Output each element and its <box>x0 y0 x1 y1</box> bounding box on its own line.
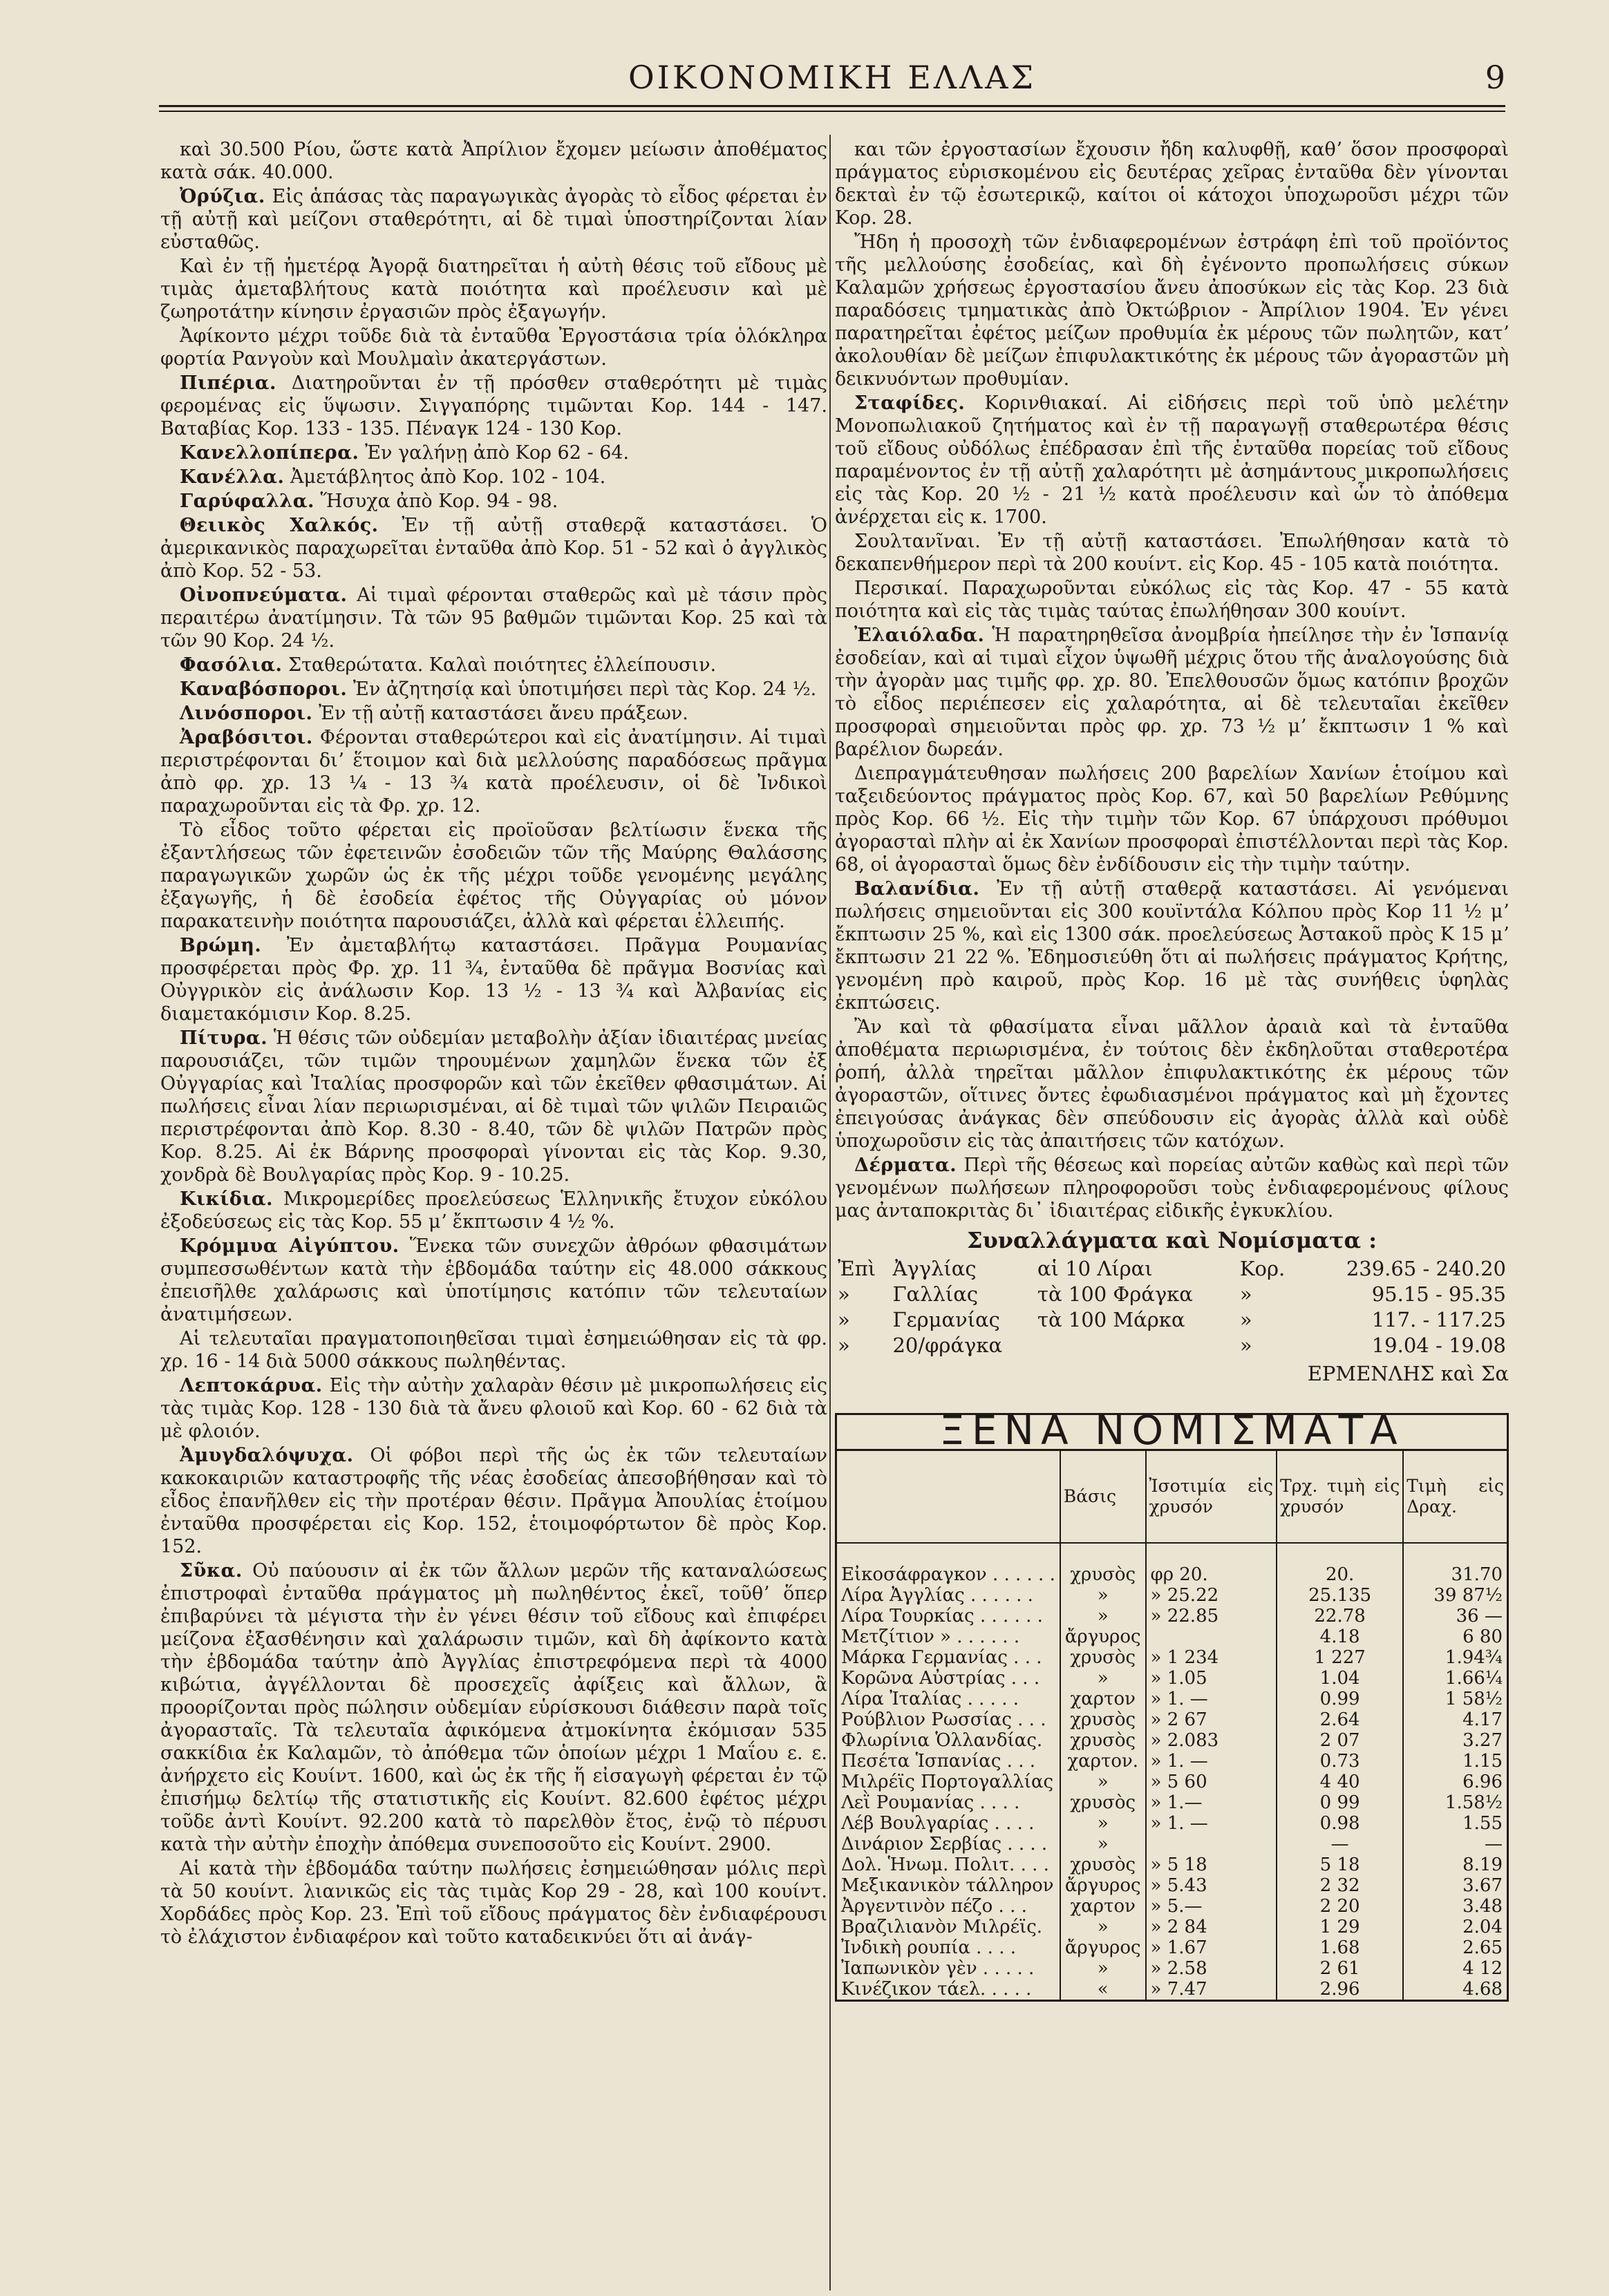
paragraph-text: Ἐν τῇ αὐτῇ καταστάσει ἄνευ πράξεων. <box>318 703 688 724</box>
fx-par: » 5.— <box>1146 1896 1277 1917</box>
commodity-heading: Ἀραβόσιτοι. <box>180 727 313 748</box>
fx-row <box>837 1709 1507 1730</box>
fx-row <box>837 1958 1507 1979</box>
exchange-prefix: Ἐπὶ <box>838 1257 876 1280</box>
exchange-cur: » <box>1239 1282 1252 1306</box>
fx-par: » 1. — <box>1146 1813 1277 1834</box>
fx-basis: ἄργυρος <box>1060 1875 1146 1896</box>
paragraph-text: Ἐν τῇ αὐτῇ σταθερᾷ καταστάσει. Ὁ ἀμερικανικὸς παραχωρεῖται ἐνταῦθα ἀπὸ Κορ. 51 - 52 καὶ ὁ ἀγγλικὸς ἀπὸ Κορ. 52 - 53. <box>160 515 827 582</box>
article-paragraph <box>835 624 1509 761</box>
article-paragraph <box>160 1027 827 1186</box>
fx-spacer-cell <box>1060 1543 1146 1564</box>
paragraph-text: Οὐ παύουσιν αἱ ἐκ τῶν ἄλλων μερῶν τῆς καταναλώσεως ἐπιστροφαὶ ἐνταῦθα πράγματος μὴ πωληθέντος ἐκεῖ, τοῦθʼ ὅπερ ἐπιβαρύνει τὰ μέγιστα τὴν ἐν γένει θέσιν τοῦ εἴδους καὶ ἐπιφέρει μείζονα ἐξασθένησιν καὶ χαλάρωσιν τιμῶν, καὶ δὴ ἀφίκοντο κατὰ τὴν ἑβδομάδα ταύτην ἀπὸ Ἀγγλίας ἐπιστρεφόμενα περὶ τὰ 4000 κιβώτια, ἀγγέλλονται δὲ προσεχεῖς ἀφίξεις καὶ ἄλλων, ἃ προορίζονται πρὸς πώλησιν οὐδεμίαν εὑρίσκουσι διάθεσιν παρὰ τοῖς ἀγορασταῖς. Τὰ τελευταῖα ἀφικόμενα ἀτμοκίνητα ἐκόμισαν 535 σακκίδια ἐκ Καλαμῶν, τὸ ἀπόθεμα τῶν ὁποίων μέχρι 1 Μαΐου ε. ε. ἀνήρχετο εἰς Κουίντ. 1600, καὶ ὡς ἐκ τῆς ἥ εἰσαγωγὴ φέρεται ἐν τῷ ἐπισήμῳ δελτίῳ τῆς στατιστικῆς εἰς Κουίντ. 82.600 ἐφέτος μέχρι τοῦδε ἀντὶ Κουίντ. 92.200 κατὰ τὸ παρελθὸν ἔτος, ἐνῷ τὸ πέρυσι κατὰ τὴν αὐτὴν ἐποχὴν ἀπόθεμα συνεποσοῦτο εἰς Κουίντ. 2900. <box>160 1560 827 1855</box>
header-rule-thin <box>159 111 1505 112</box>
commodity-heading: Φασόλια. <box>180 654 283 676</box>
article-paragraph <box>835 231 1509 390</box>
fx-par: » 2.083 <box>1146 1730 1277 1751</box>
fx-drachma: — <box>1403 1834 1507 1854</box>
fx-name: Ἀργεντινὸν πέζο . . . <box>841 1896 1027 1917</box>
fx-row <box>837 1606 1507 1626</box>
paragraph-text: Ἡ θέσις τῶν οὐδεμίαν μεταβολὴν ἀξίαν ἰδιαιτέρας μνείας παρουσιάζει, τῶν τιμῶν τηρουμένων χαμηλῶν ἕνεκα τῶν ἐξ Οὐγγαρίας καὶ Ἰταλίας προσφορῶν καὶ τῶν ἐκεῖθεν φθασιμάτων. Αἱ πωλήσεις εἶναι λίαν περιωρισμέναι, αἱ δὲ τιμαὶ τῶν ψιλῶν Πειραιῶς περιστρέφονται ἀπὸ Κορ. 8.30 - 8.40, τῶν δὲ ψιλῶν Πατρῶν πρὸς Κορ. 8.25. Αἱ ἐκ Βάρνης προσφοραὶ γίνονται εἰς τὰς Κορ. 9.30, χονδρὰ δὲ Βουλγαρίας πρὸς Κορ. 9 - 10.25. <box>160 1027 827 1186</box>
fx-par: » 1. — <box>1146 1751 1277 1772</box>
article-paragraph <box>835 530 1509 576</box>
fx-row <box>837 1979 1507 2000</box>
commodity-heading: Σταφίδες. <box>854 392 966 414</box>
fx-market: 20. <box>1277 1564 1403 1585</box>
fx-market: 2 07 <box>1277 1730 1403 1751</box>
article-paragraph <box>160 819 827 933</box>
fx-header-row <box>837 1451 1507 1543</box>
commodity-heading: Ἐλαιόλαδα. <box>854 625 985 646</box>
exchange-range: 117. - 117.25 <box>1371 1308 1506 1331</box>
commodity-heading: Βρώμη. <box>180 935 262 956</box>
article-paragraph <box>160 1444 827 1558</box>
paragraph-text: Ἐν τῇ αὐτῇ σταθερᾷ καταστάσει. Αἱ γενόμεναι πωλήσεις σημειοῦνται εἰς 300 κουϊντάλα Κόλπου πρὸς Κορ 11 ½ μʼ ἔκπτωσιν 25 %, καὶ εἰς 1300 σάκ. προελεύσεως Ἀστακοῦ πρὸς Κ 15 μʼ ἔκπτωσιν 21 22 %. Ἐδημοσιεύθη ὅτι αἱ πωλήσεις πράγματος Κρήτης, γενομένη πρὸ καιροῦ, πρὸς Κορ. 16 μὲ τὰς συνήθεις ὑφηλὰς ἐκπτώσεις. <box>835 878 1509 1014</box>
fx-row <box>837 1917 1507 1937</box>
fx-row <box>837 1896 1507 1917</box>
fx-name: Βραζιλιανὸν Μιλρέϊς. <box>841 1917 1043 1937</box>
fx-drachma: 1.58½ <box>1403 1792 1507 1813</box>
fx-market: 1 29 <box>1277 1917 1403 1937</box>
article-paragraph <box>160 702 827 725</box>
article-paragraph <box>160 654 827 676</box>
article-paragraph <box>160 325 827 370</box>
fx-drachma: 3.48 <box>1403 1896 1507 1917</box>
fx-row <box>837 1751 1507 1772</box>
exchange-cur: » <box>1239 1308 1252 1331</box>
fx-par: » 22.85 <box>1146 1606 1277 1626</box>
fx-drachma: 2.65 <box>1403 1937 1507 1958</box>
exchange-unit: τὰ 100 Φράγκα <box>1037 1282 1193 1306</box>
exchange-unit: αἱ 10 Λίραι <box>1037 1257 1153 1280</box>
exchange-title: Συναλλάγματα καὶ Νομίσματα : <box>966 1227 1377 1253</box>
fx-basis: χρυσὸς <box>1060 1647 1146 1668</box>
fx-basis: » <box>1060 1917 1146 1937</box>
fx-drachma: 1.66¼ <box>1403 1668 1507 1689</box>
paragraph-text: Κορινθιακαί. Αἱ εἰδήσεις περὶ τοῦ ὑπὸ μελέτην Μονοπωλιακοῦ ζητήματος καὶ ἐν τῇ παραγωγῇ σταθερωτέρα θέσις τοῦ εἴδους οὐδόλως ἐπέδρασαν ἐπὶ τῆς ἐνταῦθα πορείας τοῦ εἴδους παραμένοντος ἐν τῇ αὐτῇ χαλαρότητι μὲ ἀσημάντους μικροπωλήσεις εἰς τὰς Κορ. 20 ½ - 21 ½ κατὰ προέλευσιν καὶ ὧν τὸ ἀπόθεμα ἀνέρχεται εἰς κ. 1700. <box>835 392 1509 528</box>
journal-title: ΟΙΚΟΝΟΜΙΚΗ ΕΛΛΑΣ <box>628 59 1037 96</box>
fx-par: » 5.43 <box>1146 1875 1277 1896</box>
fx-market: 0.99 <box>1277 1689 1403 1709</box>
exchange-range: 95.15 - 95.35 <box>1371 1282 1506 1306</box>
fx-basis: χρυσὸς <box>1060 1709 1146 1730</box>
fx-spacer-row <box>837 1543 1507 1564</box>
fx-basis: » <box>1060 1606 1146 1626</box>
fx-name: Ρούβλιον Ρωσσίας . . . <box>841 1709 1046 1730</box>
fx-name: Φλωρίνια Ὁλλανδίας. <box>841 1730 1043 1751</box>
header-rule <box>159 105 1505 107</box>
fx-market: 0 99 <box>1277 1792 1403 1813</box>
fx-drachma: 1.55 <box>1403 1813 1507 1834</box>
fx-spacer-cell <box>1277 1543 1403 1564</box>
right-column-text <box>835 138 1509 1222</box>
fx-drachma: 1.15 <box>1403 1751 1507 1772</box>
fx-drachma: 6.96 <box>1403 1772 1507 1792</box>
paragraph-text: Διεπραγμάτευθησαν πωλήσεις 200 βαρελίων Χανίων ἑτοίμου καὶ ταξειδεύοντος πράγματος πρὸς Κορ. 67, καὶ 50 βαρελίων Ρεθύμνης πρὸς Κορ. 66 ½. Εἰς τὴν τιμὴν τῶν Κορ. 67 ὑπάρχουσι πρόθυμοι ἀγορασταὶ πλὴν αἱ ἐκ Χανίων προσφοραὶ ἐπιστέλλονται περὶ τὰς Κορ. 68, οἱ ἀγορασταὶ ὅμως δὲν ἐνδίδουσιν εἰς τὴν τιμὴν ταύτην. <box>835 763 1509 875</box>
foreign-currencies-box <box>835 1407 1509 2002</box>
paragraph-text: Ἂν καὶ τὰ φθασίματα εἶναι μᾶλλον ἀραιὰ καὶ τὰ ἐνταῦθα ἀποθέματα περιωρισμένα, ἐν τούτοις δὲν ἐκδηλοῦται σταθεροτέρα ῥοπή, ἀλλὰ τηρεῖται μᾶλλον ἐπιφυλακτικότης ἐκ μέρους τῶν ἀγοραστῶν, οἵτινες ὄντες ἐφωδιασμένοι πράγματος καὶ μὴ ἔχοντες ἐπειγούσας ἀνάγκας δὲν σπεύδουσιν εἰς ἀγορὰς ἀλλὰ καὶ οὐδὲ ὑποχωροῦσιν εἰς τὰς ἀπαιτήσεις τῶν κατόχων. <box>835 1016 1509 1152</box>
exchange-place: 20/φράγκα <box>892 1334 1003 1357</box>
paragraph-text: Ἕνεκα τῶν συνεχῶν ἀθρόων φθασιμάτων συμπεσσωθέντων κατὰ τὴν ἑβδομάδα ταύτην εἰς 48.000 σάκκους ἐπεισῆλθε χαλάρωσις καὶ ὑποτίμησις κατόπιν τῶν τελευταίων ἀνατιμήσεων. <box>160 1235 827 1325</box>
commodity-heading: Θειικὸς Χαλκός. <box>180 515 379 536</box>
exchange-unit <box>1035 1333 1237 1358</box>
paragraph-text: Ἡ παρατηρηθεῖσα ἀνομβρία ἠπείλησε τὴν ἐν Ἱσπανίᾳ ἐσοδείαν, καὶ αἱ τιμαὶ εἶχον ὑψωθῆ μέχρις ὅτου τῆς ἀναλογούσης διὰ τὴν ἀγορὰν μας τιμῆς φρ. χρ. 80. Ἐπελθουσῶν ὅμως κατόπιν βροχῶν τὸ εἶδος περιέπεσεν εἰς χαλαρότητα, αἱ δὲ τελευταῖαι ἐκεῖθεν προσφοραὶ σημειοῦνται πρὸς φρ. χρ. 73 ½ μʼ ἔκπτωσιν 1 % καὶ βαρέλιον δωρεάν. <box>835 625 1509 760</box>
fx-name: Λίρα Τουρκίας . . . . . . <box>841 1606 1043 1626</box>
fx-market: 25.135 <box>1277 1585 1403 1606</box>
fx-market: 1.68 <box>1277 1937 1403 1958</box>
fx-drachma: 4 12 <box>1403 1958 1507 1979</box>
fx-market: 4 40 <box>1277 1772 1403 1792</box>
fx-basis: ἄργυρος <box>1060 1626 1146 1647</box>
exchange-place: Γερμανίας <box>892 1308 1000 1331</box>
fx-basis: χαρτον <box>1060 1896 1146 1917</box>
fx-name: Μετζίτιον » . . . . . . <box>841 1626 1020 1647</box>
fx-par: » 5 18 <box>1146 1854 1277 1875</box>
fx-market: 2.64 <box>1277 1709 1403 1730</box>
paragraph-text: Εἰς τὴν αὐτὴν χαλαρὰν θέσιν μὲ μικροπωλήσεις εἰς τὰς τιμὰς Κορ. 128 - 130 διὰ τὰ ἄνευ φλοιοῦ καὶ Κορ. 60 - 62 διὰ τὰ μὲ φλοιόν. <box>160 1375 828 1442</box>
fx-row <box>837 1730 1507 1751</box>
article-paragraph <box>160 466 827 488</box>
paragraph-text: Διατηροῦνται ἐν τῇ πρόσθεν σταθερότητι μὲ τιμὰς φερομένας εἰς ὕψωσιν. Σιγγαπόρης τιμῶνται Κορ. 144 - 147. Βαταβίας Κορ. 133 - 135. Πέναγκ 124 - 130 Κορ. <box>160 372 827 439</box>
exchange-row <box>835 1282 1509 1307</box>
fx-drachma: 6 80 <box>1403 1626 1507 1647</box>
fx-basis: χρυσὸς <box>1060 1792 1146 1813</box>
commodity-heading: Κανέλλα. <box>180 466 285 488</box>
paragraph-text: Ἐν ἀμεταβλήτῳ καταστάσει. Πρᾶγμα Ρουμανίας προσφέρεται πρὸς Φρ. χρ. 11 ¾, ἐνταῦθα δὲ πρᾶγμα Βοσνίας καὶ Οὐγγρικὸν εἰς ἀνάλωσιν Κορ. 13 ½ - 13 ¾ καὶ Ἀλβανίας εἰς διαμετακόμισιν Κορ. 8.25. <box>160 935 827 1025</box>
fx-basis: ἄργυρος <box>1060 1937 1146 1958</box>
paragraph-text: Τὸ εἶδος τοῦτο φέρεται εἰς προϊοῦσαν βελτίωσιν ἕνεκα τῆς ἐξαντλήσεως τῶν ἐφετεινῶν ἐσοδειῶν τῶν τῆς Μαύρης Θαλάσσης παραγωγικῶν χωρῶν ὡς ἐκ τῆς μέχρι τοῦδε γενομένης μεγάλης ἐξαγωγῆς, ἡ δὲ ἐσοδεία ἐφέτος τῆς Οὐγγαρίας οὐ μόνον παρακατεινὴν ποιότητα παρουσιάζει, ἀλλὰ καὶ φέρεται ἐλλειπής. <box>160 819 827 932</box>
fx-name: Λέβ Βουλγαρίας . . . . <box>841 1813 1035 1834</box>
exchange-prefix: » <box>838 1282 850 1306</box>
commodity-heading: Δέρματα. <box>854 1155 957 1176</box>
article-paragraph <box>835 877 1509 1014</box>
fx-market: — <box>1277 1834 1403 1854</box>
commodity-heading: Βαλανίδια. <box>854 878 980 900</box>
fx-drachma: 8.19 <box>1403 1854 1507 1875</box>
exchange-row <box>835 1307 1509 1333</box>
fx-par: » 1.05 <box>1146 1668 1277 1689</box>
fx-par <box>1146 1626 1277 1647</box>
fx-market: 1 227 <box>1277 1647 1403 1668</box>
fx-basis: χαρτον. <box>1060 1751 1146 1772</box>
fx-par: φρ 20. <box>1146 1564 1277 1585</box>
fx-column-header <box>837 1451 1060 1543</box>
fx-drachma: 31.70 <box>1403 1564 1507 1585</box>
fx-market: 0.73 <box>1277 1751 1403 1772</box>
fx-drachma: 3.67 <box>1403 1875 1507 1896</box>
exchange-row <box>835 1333 1509 1358</box>
page-header <box>159 52 1505 100</box>
fx-market: 2 32 <box>1277 1875 1403 1896</box>
article-paragraph <box>160 255 827 323</box>
fx-basis: » <box>1060 1585 1146 1606</box>
fx-drachma: 4.68 <box>1403 1979 1507 2000</box>
fx-spacer-cell <box>837 1543 1060 1564</box>
fx-row <box>837 1772 1507 1792</box>
fx-par: » 5 60 <box>1146 1772 1277 1792</box>
exchange-cur: » <box>1239 1334 1252 1357</box>
fx-row <box>837 1937 1507 1958</box>
article-paragraph <box>835 138 1509 229</box>
fx-drachma: 39 87½ <box>1403 1585 1507 1606</box>
commodity-heading: Λινόσποροι. <box>180 703 313 724</box>
article-paragraph <box>160 1374 827 1443</box>
fx-basis: χρυσὸς <box>1060 1854 1146 1875</box>
fx-column-header: Βάσις <box>1060 1451 1146 1543</box>
fx-par: » 2.58 <box>1146 1958 1277 1979</box>
fx-market: 2 61 <box>1277 1958 1403 1979</box>
fx-basis: » <box>1060 1668 1146 1689</box>
fx-name: Εἰκοσάφραγκον . . . . . . <box>841 1564 1055 1585</box>
fx-par: » 1.67 <box>1146 1937 1277 1958</box>
fx-drachma: 3.27 <box>1403 1730 1507 1751</box>
right-column <box>835 138 1509 2002</box>
paragraph-text: Ἐν ἀζητησίᾳ καὶ ὑποτιμήσει περὶ τὰς Κορ. 24 ½. <box>352 679 817 700</box>
fx-name: Δινάριον Σερβίας . . . . <box>841 1834 1048 1854</box>
fx-par: » 2 84 <box>1146 1917 1277 1937</box>
fx-basis: χρυσὸς <box>1060 1730 1146 1751</box>
article-paragraph <box>835 577 1509 623</box>
paragraph-text: και τῶν ἐργοστασίων ἔχουσιν ἤδη καλυφθῇ, καθʼ ὅσον προσφοραὶ πράγματος εὑρισκομένου εἰς δευτέρας χεῖρας ἐνταῦθα δὲν γίνονται δεκταὶ ἐν τῷ ἐσωτερικῷ, καίτοι οἱ κάτοχοι ὑποχωροῦσι μέχρι τῶν Κορ. 28. <box>835 139 1509 229</box>
fx-name: Λίρα Ἀγγλίας . . . . . . <box>841 1585 1033 1606</box>
article-paragraph <box>160 1235 827 1326</box>
article-paragraph <box>160 1327 827 1373</box>
fx-name: Μεξικανικὸν τάλληρον <box>841 1875 1054 1896</box>
paragraph-text: Εἰς ἁπάσας τὰς παραγωγικὰς ἀγορὰς τὸ εἶδος φέρεται ἐν τῇ αὐτῇ καὶ μείζονι σταθερότητι, αἱ δὲ τιμαὶ ὑποστηρίζονται λίαν εὐσταθῶς. <box>160 186 827 253</box>
paragraph-text: Αἱ τελευταῖαι πραγματοποιηθεῖσαι τιμαὶ ἐσημειώθησαν εἰς τὰ φρ. χρ. 16 - 14 διὰ 5000 σάκκους πωληθέντας. <box>160 1328 827 1372</box>
fx-drachma: 1.94¾ <box>1403 1647 1507 1668</box>
commodity-heading: Οἰνοπνεύματα. <box>180 585 348 606</box>
fx-market: 22.78 <box>1277 1606 1403 1626</box>
signature: ΕΡΜΕΝΛΗΣ καὶ Σα <box>1307 1362 1509 1385</box>
paragraph-text: Μικρομερίδες προελεύσεως Ἑλληνικῆς ἔτυχον εὐκόλου ἐξοδεύσεως εἰς τὰς Κορ. 55 μʼ ἔκπτωσιν 4 ½ %. <box>160 1188 827 1233</box>
fx-drachma: 2.04 <box>1403 1917 1507 1937</box>
article-paragraph <box>160 1559 827 1856</box>
paragraph-text: Ἐν γαλήνῃ ἀπὸ Κορ 62 - 64. <box>365 442 630 464</box>
article-paragraph <box>835 762 1509 876</box>
commodity-heading: Πίτυρα. <box>180 1027 268 1049</box>
fx-row <box>837 1647 1507 1668</box>
article-paragraph <box>160 185 827 254</box>
article-paragraph <box>160 726 827 817</box>
article-paragraph <box>835 1016 1509 1152</box>
fx-drachma: 36 — <box>1403 1606 1507 1626</box>
commodity-heading: Πιπέρια. <box>180 372 276 394</box>
exchange-prefix: » <box>838 1334 850 1357</box>
paragraph-text: Φέρονται σταθερώτεροι καὶ εἰς ἀνατίμησιν. Αἱ τιμαὶ περιστρέφονται διʼ ἕτοιμον καὶ διὰ μελλούσης παραδόσεως πρᾶγμα ἀπὸ φρ. χρ. 13 ¼ - 13 ¾ κατὰ προέλευσιν, οἱ δὲ Ἰνδικοὶ παραχωροῦνται εἰς τὰ Φρ. χρ. 12. <box>160 727 827 817</box>
fx-name: Πεσέτα Ἱσπανίας . . . <box>841 1751 1035 1772</box>
paragraph-text: Αἱ κατὰ τὴν ἑβδομάδα ταύτην πωλήσεις ἐσημειώθησαν μόλις περὶ τὰ 50 κουίντ. λιανικῶς εἰς τὰς τιμὰς Κορ 29 - 28, καὶ 100 κουίντ. Χορδάδες πρὸς Κορ. 23. Ἐπὶ τοῦ εἴδους πράγματος δὲν ἐνδιαφέρουσι τὸ ἐλάχιστον ἐνδιαφέρον καὶ τοῦτο καταδεικνύει ὅτι αἱ ἀνάγ- <box>160 1858 827 1948</box>
fx-market: 1.04 <box>1277 1668 1403 1689</box>
exchange-table <box>835 1256 1509 1358</box>
fx-par: » 1 234 <box>1146 1647 1277 1668</box>
exchange-place: Γαλλίας <box>892 1282 979 1306</box>
exchange-prefix: » <box>838 1308 850 1331</box>
article-paragraph <box>160 372 827 440</box>
fx-row <box>837 1689 1507 1709</box>
fx-basis: » <box>1060 1772 1146 1792</box>
fx-par: » 1.— <box>1146 1792 1277 1813</box>
left-column <box>160 138 827 1950</box>
fx-column-header: Τρχ. τιμὴ εἰς χρυσόν <box>1277 1451 1403 1543</box>
fx-spacer-cell <box>1403 1543 1507 1564</box>
fx-par: » 25.22 <box>1146 1585 1277 1606</box>
fx-column-header: Ἰσοτιμία εἰς χρυσόν <box>1146 1451 1277 1543</box>
article-paragraph <box>160 1857 827 1948</box>
commodity-heading: Λεπτοκάρυα. <box>180 1375 323 1396</box>
fx-name: Μάρκα Γερμανίας . . . <box>841 1647 1042 1668</box>
article-paragraph <box>160 138 827 184</box>
column-divider <box>829 135 831 2290</box>
fx-market: 2.96 <box>1277 1979 1403 2000</box>
fx-par: » 1. — <box>1146 1689 1277 1709</box>
paragraph-text: Σουλτανῖναι. Ἐν τῇ αὐτῇ καταστάσει. Ἐπωλήθησαν κατὰ τὸ δεκαπενθήμερον περὶ τὰ 200 κουίντ. εἰς Κορ. 45 - 105 κατὰ ποιότητα. <box>835 531 1509 575</box>
fx-name: Μιλρέϊς Πορτογαλλίας <box>841 1772 1054 1792</box>
paragraph-text: Περὶ τῆς θέσεως καὶ πορείας αὐτῶν καθὼς καὶ περὶ τῶν γενομένων πωλήσεων πληροφοροῦσι τοὺς ἐνδιαφερομένους φίλους μας ἀνταποκριτὰς δι᾿ ἰδιαιτέρας εἰδικῆς ἐγκυκλίου. <box>835 1155 1509 1222</box>
exchange-unit: τὰ 100 Μάρκα <box>1037 1308 1185 1331</box>
exchange-range: 239.65 - 240.20 <box>1346 1257 1506 1280</box>
fx-name: Λίρα Ἰταλίας . . . . . <box>841 1689 1019 1709</box>
paragraph-text: Ἀφίκοντο μέχρι τοῦδε διὰ τὰ ἐνταῦθα Ἐργοστάσια τρία ὁλόκληρα φορτία Ρανγοὺν καὶ Μουλμαὶν ἀκατεργάστων. <box>160 325 827 370</box>
fx-name: Δολ. Ἡνωμ. Πολιτ. . . . <box>841 1854 1049 1875</box>
fx-row <box>837 1792 1507 1813</box>
article-paragraph <box>160 678 827 701</box>
fx-drachma: 4.17 <box>1403 1709 1507 1730</box>
paragraph-text: Περσικαί. Παραχωροῦνται εὐκόλως εἰς τὰς Κορ. 47 - 55 κατὰ ποιότητα καὶ εἰς τὰς τιμὰς ταύτας ἐπωλήθησαν 300 κουίντ. <box>835 578 1509 622</box>
exchange-cur: Κορ. <box>1239 1257 1286 1280</box>
exchange-section <box>835 1229 1509 1385</box>
fx-row <box>837 1813 1507 1834</box>
exchange-place: Ἀγγλίας <box>892 1257 977 1280</box>
fx-market: 4.18 <box>1277 1626 1403 1647</box>
paragraph-text: καὶ 30.500 Ρίου, ὥστε κατὰ Ἀπρίλιον ἔχομεν μείωσιν ἀποθέματος κατὰ σάκ. 40.000. <box>160 139 827 183</box>
commodity-heading: Ὀρύζια. <box>180 186 265 207</box>
fx-drachma: 1 58½ <box>1403 1689 1507 1709</box>
fx-market: 2 20 <box>1277 1896 1403 1917</box>
article-paragraph <box>160 934 827 1025</box>
exchange-row <box>835 1256 1509 1282</box>
article-paragraph <box>160 442 827 464</box>
fx-name: Κινέζικον τάελ. . . . . <box>841 1979 1032 2000</box>
fx-basis: χαρτον <box>1060 1689 1146 1709</box>
fx-par: » 2 67 <box>1146 1709 1277 1730</box>
fx-row <box>837 1564 1507 1585</box>
commodity-heading: Κανελλοπίπερα. <box>180 442 359 464</box>
fx-basis: » <box>1060 1834 1146 1854</box>
paragraph-text: Καὶ ἐν τῇ ἡμετέρᾳ Ἀγορᾷ διατηρεῖται ἡ αὐτὴ θέσις τοῦ εἴδους μὲ τιμὰς ἀμεταβλήτους κατὰ ποιότητα καὶ προέλευσιν καὶ μὲ ζωηροτάτην κίνησιν ἐργασιῶν πρὸς ἐξαγωγήν. <box>160 256 827 323</box>
fx-row <box>837 1668 1507 1689</box>
article-paragraph <box>835 392 1509 529</box>
paragraph-text: Ἀμετάβλητος ἀπὸ Κορ. 102 - 104. <box>290 466 606 488</box>
fx-name: Ἰαπωνικὸν γὲν . . . . . <box>841 1958 1035 1979</box>
foreign-currencies-title: ΞΕΝΑ ΝΟΜΙΣΜΑΤΑ <box>837 1415 1507 1451</box>
fx-basis: « <box>1060 1979 1146 2000</box>
fx-row <box>837 1854 1507 1875</box>
fx-par: » 7.47 <box>1146 1979 1277 2000</box>
fx-basis: χρυσὸς <box>1060 1564 1146 1585</box>
fx-basis: » <box>1060 1958 1146 1979</box>
commodity-heading: Σῦκα. <box>180 1560 243 1582</box>
fx-basis: » <box>1060 1813 1146 1834</box>
fx-column-header: Τιμὴ εἰς Δραχ. <box>1403 1451 1507 1543</box>
fx-par <box>1146 1834 1277 1854</box>
commodity-heading: Κρόμμυα Αἰγύπτου. <box>180 1235 399 1257</box>
article-paragraph <box>835 1154 1509 1222</box>
exchange-range: 19.04 - 19.08 <box>1371 1334 1506 1357</box>
fx-row <box>837 1626 1507 1647</box>
fx-name: Λεῒ Ρουμανίας . . . . <box>841 1792 1020 1813</box>
commodity-heading: Καναβόσποροι. <box>180 679 348 700</box>
commodity-heading: Ἀμυγδαλόψυχα. <box>180 1445 354 1466</box>
article-paragraph <box>160 490 827 513</box>
paragraph-text: Ἤδη ἡ προσοχὴ τῶν ἐνδιαφερομένων ἐστράφη ἐπὶ τοῦ προϊόντος τῆς μελλούσης ἐσοδείας, καὶ δὴ ἐγένοντο προπωλήσεις σύκων Καλαμῶν χρήσεως ἐργοστασίου ἄνευ ἀποσύκων εἰς τὰς Κορ. 23 διὰ παραδόσεις τμηματικὰς ἀπὸ Ὀκτώβριον - Ἀπρίλιον 1904. Ἐν γένει παρατηρεῖται ἐφέτος μείζων προθυμία ἐκ μέρους τῶν πωλητῶν, κατʼ ἀκολουθίαν δὲ μείζων ἐπιφυλακτικότης ἐκ μέρους τῶν ἀγοραστῶν μὴ δεικνυόντων προθυμίαν. <box>835 231 1509 390</box>
paragraph-text: Οἱ φόβοι περὶ τῆς ὡς ἐκ τῶν τελευταίων κακοκαιριῶν καταστροφῆς τῆς νέας ἐσοδείας ἀπεσοβήθησαν καὶ τὸ εἶδος ἐπανῆλθεν εἰς τὴν προτέραν θέσιν. Πρᾶγμα Ἀπουλίας ἑτοίμου ἐνταῦθα προσφέρεται εἰς Κορ. 152, ἑτοιμοφόρτωτον δὲ πρὸς Κορ. 152. <box>160 1445 827 1557</box>
article-paragraph <box>160 1188 827 1233</box>
fx-market: 0.98 <box>1277 1813 1403 1834</box>
fx-row <box>837 1585 1507 1606</box>
fx-row <box>837 1834 1507 1854</box>
commodity-heading: Κικίδια. <box>180 1188 274 1210</box>
page-number: 9 <box>1485 59 1505 96</box>
paragraph-text: Ἥσυχα ἀπὸ Κορ. 94 - 98. <box>320 491 558 512</box>
fx-spacer-cell <box>1146 1543 1277 1564</box>
fx-market: 5 18 <box>1277 1854 1403 1875</box>
commodity-heading: Γαρύφαλλα. <box>180 491 314 512</box>
fx-name: Κορῶνα Αὐστρίας . . . <box>841 1668 1040 1689</box>
paragraph-text: Σταθερώτατα. Καλαὶ ποιότητες ἐλλείπουσιν. <box>288 654 717 676</box>
foreign-currencies-table <box>837 1451 1507 2000</box>
article-paragraph <box>160 584 827 652</box>
fx-row <box>837 1875 1507 1896</box>
paragraph-text: Αἱ τιμαὶ φέρονται σταθερῶς καὶ μὲ τάσιν πρὸς περαιτέρω ἀνατίμησιν. Τὰ τῶν 95 βαθμῶν τιμῶνται Κορ. 25 καὶ τὰ τῶν 90 Κορ. 24 ½. <box>160 585 827 652</box>
article-paragraph <box>160 514 827 582</box>
fx-name: Ἰνδικὴ ρουπία . . . . <box>841 1937 1016 1958</box>
